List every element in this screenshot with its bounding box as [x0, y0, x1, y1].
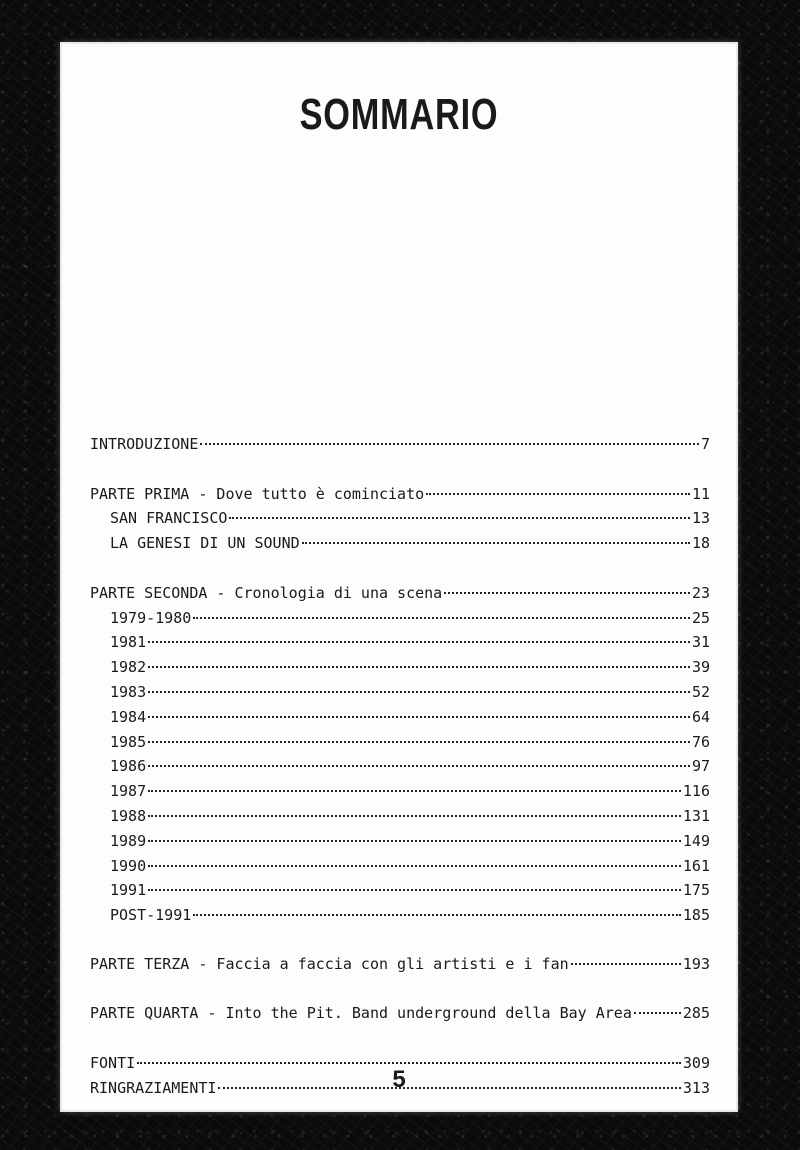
toc-entry-page: 97 [691, 757, 710, 775]
toc-entry-page: 131 [682, 807, 710, 825]
toc-entry-parte-terza [90, 952, 710, 976]
toc-entry-page: 52 [691, 683, 710, 701]
toc-entry-label: 1982 [110, 658, 147, 676]
toc-entry-1979-1980 [110, 606, 710, 630]
toc-entry-la-genesi [110, 531, 710, 555]
toc-entry-1981 [110, 630, 710, 654]
dot-leader [426, 493, 690, 495]
toc-entry-page: 161 [682, 857, 710, 875]
toc-entry-label: 1984 [110, 708, 147, 726]
toc-entry-page: 149 [682, 832, 710, 850]
toc-entry-page: 39 [691, 658, 710, 676]
dot-leader [634, 1012, 681, 1014]
toc-entry-page: 185 [682, 906, 710, 924]
dot-leader [148, 889, 681, 891]
dot-leader [148, 840, 681, 842]
dot-leader [444, 592, 690, 594]
dot-leader [148, 691, 690, 693]
toc-entry-page: 64 [691, 708, 710, 726]
toc-entry-san-francisco [110, 506, 710, 530]
toc-entry-1985 [110, 730, 710, 754]
toc-entry-page: 313 [682, 1079, 710, 1097]
toc-entry-label: RINGRAZIAMENTI [90, 1079, 217, 1097]
toc-entry-1983 [110, 680, 710, 704]
toc-entry-label: 1990 [110, 857, 147, 875]
toc-entry-parte-prima [90, 482, 710, 506]
dot-leader [229, 517, 690, 519]
toc-entry-page: 13 [691, 509, 710, 527]
toc-entry-label: 1989 [110, 832, 147, 850]
dot-leader [148, 865, 681, 867]
toc-entry-page: 285 [682, 1004, 710, 1022]
toc-entry-1982 [110, 655, 710, 679]
toc-entry-label: 1985 [110, 733, 147, 751]
toc-entry-page: 193 [682, 955, 710, 973]
toc-entry-1991 [110, 878, 710, 902]
toc-entry-page: 25 [691, 609, 710, 627]
dot-leader [302, 542, 690, 544]
toc-entry-post-1991 [110, 903, 710, 927]
dot-leader [571, 963, 681, 965]
toc-entry-label: 1987 [110, 782, 147, 800]
toc-entry-parte-quarta [90, 1001, 710, 1025]
page-paper [62, 44, 736, 1110]
toc-entry-page: 31 [691, 633, 710, 651]
toc-entry-parte-seconda [90, 581, 710, 605]
toc-entry-label: 1981 [110, 633, 147, 651]
dot-leader [148, 765, 690, 767]
toc-entry-label: FONTI [90, 1054, 136, 1072]
toc-entry-label: 1986 [110, 757, 147, 775]
page-title: SOMMARIO [299, 90, 499, 139]
toc-entry-label: 1983 [110, 683, 147, 701]
toc-entry-label: PARTE PRIMA - Dove tutto è cominciato [90, 485, 425, 503]
dot-leader [148, 790, 681, 792]
toc-entry-label: LA GENESI DI UN SOUND [110, 534, 300, 552]
toc-entry-label: PARTE SECONDA - Cronologia di una scena [90, 584, 443, 602]
toc-entry-page: 18 [691, 534, 710, 552]
toc-entry-introduzione [90, 432, 710, 456]
toc-entry-1990 [110, 854, 710, 878]
toc-entry-page: 11 [691, 485, 710, 503]
toc-entry-page: 116 [682, 782, 710, 800]
dot-leader [148, 666, 690, 668]
toc-entry-label: PARTE TERZA - Faccia a faccia con gli artisti e i fan [90, 955, 569, 973]
toc-entry-label: 1979-1980 [110, 609, 192, 627]
toc-entry-label: 1988 [110, 807, 147, 825]
toc-entry-1988 [110, 804, 710, 828]
toc-entry-page: 7 [700, 435, 710, 453]
toc-entry-1986 [110, 754, 710, 778]
dot-leader [148, 815, 681, 817]
dot-leader [148, 741, 690, 743]
dot-leader [137, 1062, 681, 1064]
toc-entry-1984 [110, 705, 710, 729]
toc-entry-label: POST-1991 [110, 906, 192, 924]
toc-entry-1987 [110, 779, 710, 803]
dot-leader [148, 641, 690, 643]
toc-entry-1989 [110, 829, 710, 853]
toc-entry-label: INTRODUZIONE [90, 435, 199, 453]
toc-entry-label: 1991 [110, 881, 147, 899]
toc-entry-label: SAN FRANCISCO [110, 509, 228, 527]
toc-entry-page: 76 [691, 733, 710, 751]
page-number: 5 [392, 1066, 406, 1093]
toc-entry-label: PARTE QUARTA - Into the Pit. Band underground della Bay Area [90, 1004, 632, 1022]
toc-entry-page: 23 [691, 584, 710, 602]
dot-leader [193, 914, 681, 916]
dot-leader [193, 617, 690, 619]
toc-entry-page: 175 [682, 881, 710, 899]
dot-leader [148, 716, 690, 718]
toc-entry-page: 309 [682, 1054, 710, 1072]
dot-leader [200, 443, 699, 445]
